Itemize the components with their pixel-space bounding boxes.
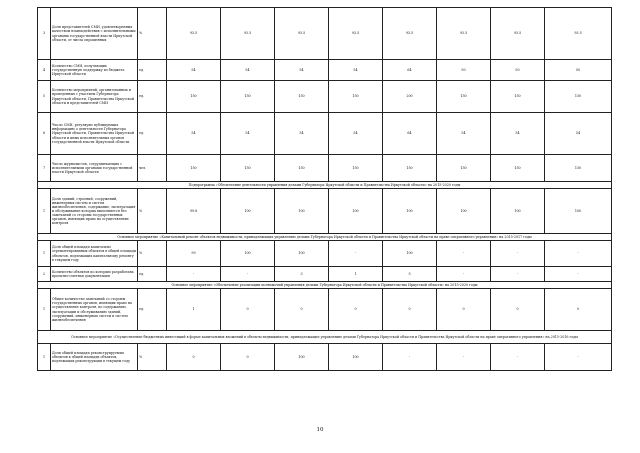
indicator-name: Количество СМИ, получающих государственную поддержку из бюджета Иркутской области xyxy=(51,60,138,81)
value-cell: 0 xyxy=(545,289,612,331)
value-cell: - xyxy=(545,344,612,371)
indicators-table xyxy=(37,7,612,371)
value-cell: 150 xyxy=(221,81,275,113)
value-cell: 1 xyxy=(329,267,383,282)
row-number: 1 xyxy=(38,344,51,371)
value-cell: 0 xyxy=(383,289,437,331)
value-cell: 54 xyxy=(329,113,383,155)
value-cell: 150 xyxy=(275,81,329,113)
unit-cell: ед. xyxy=(138,60,167,81)
row-number: 6 xyxy=(38,113,51,155)
value-cell: 100 xyxy=(275,344,329,371)
row-number: 3 xyxy=(38,8,51,60)
value-cell: - xyxy=(167,267,221,282)
value-cell: 150 xyxy=(329,155,383,182)
value-cell: 100 xyxy=(383,189,437,234)
table-row xyxy=(38,113,612,155)
value-cell: 150 xyxy=(437,155,491,182)
value-cell: 3 xyxy=(275,267,329,282)
value-cell: 100 xyxy=(437,189,491,234)
value-cell: - xyxy=(383,344,437,371)
value-cell: - xyxy=(491,267,545,282)
value-cell: 100 xyxy=(383,241,437,267)
value-cell: 100 xyxy=(221,241,275,267)
value-cell: 50 xyxy=(437,60,491,81)
value-cell: 93.5 xyxy=(545,8,612,60)
section-title: Основное мероприятие «Капитальный ремонт объектов недвижимости, принадлежащих управлению делами Губернатора Иркутской области и Правительства Иркутской области на праве оперативного управления» на 2015-2017 годы xyxy=(38,234,612,241)
unit-cell: ед. xyxy=(138,267,167,282)
value-cell: 100 xyxy=(491,189,545,234)
value-cell: - xyxy=(329,241,383,267)
indicator-name: Доля зданий, строений, сооружений, инженерных систем и систем жизнеобеспечения, содержание, эксплуатация и обслуживание которых выполняется без замечаний со стороны государственных органов, имеющих право на осуществление контроля xyxy=(51,189,138,234)
row-number: 1 xyxy=(38,189,51,234)
value-cell: - xyxy=(437,241,491,267)
row-number: 1 xyxy=(38,241,51,267)
value-cell: 5 xyxy=(383,267,437,282)
value-cell: 0 xyxy=(437,289,491,331)
value-cell: 100 xyxy=(221,189,275,234)
value-cell: 0 xyxy=(167,344,221,371)
value-cell: 100 xyxy=(275,241,329,267)
table-row xyxy=(38,241,612,267)
value-cell: 93.5 xyxy=(329,8,383,60)
value-cell: 0 xyxy=(221,289,275,331)
unit-cell: ед. xyxy=(138,113,167,155)
value-cell: 54 xyxy=(437,113,491,155)
value-cell: - xyxy=(545,241,612,267)
unit-cell: % xyxy=(138,241,167,267)
table-row xyxy=(38,289,612,331)
value-cell: 100 xyxy=(329,189,383,234)
value-cell: 54 xyxy=(545,113,612,155)
row-number: 4 xyxy=(38,60,51,81)
unit-cell: чел. xyxy=(138,155,167,182)
value-cell: 50 xyxy=(545,60,612,81)
value-cell: 1 xyxy=(167,289,221,331)
value-cell: 150 xyxy=(167,155,221,182)
value-cell: 0 xyxy=(275,289,329,331)
value-cell: - xyxy=(491,344,545,371)
value-cell: - xyxy=(491,241,545,267)
value-cell: 150 xyxy=(491,155,545,182)
value-cell: 93.5 xyxy=(383,8,437,60)
indicator-name: Количество мероприятий, организованных и проведенных с участием Губернатора Иркутской области, Правительства Иркутской области и представителей СМИ xyxy=(51,81,138,113)
value-cell: 0 xyxy=(221,344,275,371)
value-cell: - xyxy=(437,344,491,371)
value-cell: 54 xyxy=(329,60,383,81)
value-cell: 0 xyxy=(491,289,545,331)
value-cell: - xyxy=(545,267,612,282)
value-cell: 54 xyxy=(221,113,275,155)
row-number: 5 xyxy=(38,81,51,113)
value-cell: - xyxy=(221,267,275,282)
indicator-name: Число СМИ, регулярно публикующих информацию о деятельности Губернатора Иркутской области, Правительства Иркутской области и иных исполнительных органов государственной власти Иркутской области xyxy=(51,113,138,155)
section-row xyxy=(38,282,612,289)
value-cell: 99.8 xyxy=(167,189,221,234)
indicator-name: Доля общей площади реконструируемых объектов в общей площади объектов, подлежащих реконструкции в текущем году xyxy=(51,344,138,371)
table-row xyxy=(38,267,612,282)
unit-cell: % xyxy=(138,8,167,60)
section-title: Подпрограмма «Обеспечение деятельности управления делами Губернатора Иркутской области и Правительства Иркутской области» на 2015-2020 годы xyxy=(38,182,612,189)
table-row xyxy=(38,60,612,81)
value-cell: 100 xyxy=(275,189,329,234)
value-cell: 54 xyxy=(167,60,221,81)
unit-cell: ед. xyxy=(138,289,167,331)
value-cell: 200 xyxy=(383,81,437,113)
value-cell: 100 xyxy=(329,344,383,371)
value-cell: 64 xyxy=(383,113,437,155)
unit-cell: % xyxy=(138,344,167,371)
indicator-name: Число журналистов, сотрудничающих с исполнительными органами государственной власти Иркутской области xyxy=(51,155,138,182)
value-cell: 150 xyxy=(545,155,612,182)
value-cell: 150 xyxy=(383,155,437,182)
value-cell: 93.5 xyxy=(491,8,545,60)
unit-cell: ед. xyxy=(138,81,167,113)
value-cell: 54 xyxy=(275,113,329,155)
section-row xyxy=(38,331,612,344)
value-cell: 93.5 xyxy=(275,8,329,60)
value-cell: 99 xyxy=(167,241,221,267)
unit-cell: % xyxy=(138,189,167,234)
indicator-name: Доля представителей СМИ, удовлетворенных качеством взаимодействия с исполнительными органами государственной власти Иркутской области, от числа опрошенных xyxy=(51,8,138,60)
table-row xyxy=(38,155,612,182)
row-number: 7 xyxy=(38,155,51,182)
indicator-name: Общее количество замечаний со стороны государственных органов, имеющих право на осуществление контроля, по содержанию, эксплуатации и обслуживанию зданий, сооружений, инженерных систем и систем жизнеобеспечения xyxy=(51,289,138,331)
section-row xyxy=(38,234,612,241)
row-number: 2 xyxy=(38,267,51,282)
value-cell: 150 xyxy=(437,81,491,113)
value-cell: 150 xyxy=(545,81,612,113)
value-cell: 93.5 xyxy=(167,8,221,60)
table-row xyxy=(38,81,612,113)
value-cell: 54 xyxy=(491,113,545,155)
value-cell: 150 xyxy=(221,155,275,182)
value-cell: 150 xyxy=(491,81,545,113)
value-cell: 54 xyxy=(275,60,329,81)
value-cell: 93.5 xyxy=(221,8,275,60)
indicator-name: Доля общей площади капитально отремонтированных объектов в общей площади объектов, подлежащих капитальному ремонту в текущем году xyxy=(51,241,138,267)
indicator-name: Количество объектов по которым разработана проектно-сметная документация xyxy=(51,267,138,282)
value-cell: 0 xyxy=(329,289,383,331)
value-cell: 64 xyxy=(383,60,437,81)
value-cell: 54 xyxy=(167,113,221,155)
section-title: Основное мероприятие «Обеспечение реализации полномочий управления делами Губернатора Иркутской области и Правительства Иркутской области» на 2015-2020 годы xyxy=(38,282,612,289)
page-number: 10 xyxy=(316,427,324,433)
table-row xyxy=(38,344,612,371)
row-number: 1 xyxy=(38,289,51,331)
value-cell: 100 xyxy=(545,189,612,234)
value-cell: 54 xyxy=(221,60,275,81)
table-row xyxy=(38,189,612,234)
section-row xyxy=(38,182,612,189)
value-cell: 150 xyxy=(275,155,329,182)
value-cell: - xyxy=(437,267,491,282)
value-cell: 150 xyxy=(167,81,221,113)
value-cell: 150 xyxy=(329,81,383,113)
value-cell: 50 xyxy=(491,60,545,81)
section-title: Основное мероприятие «Осуществление бюджетных инвестиций в форме капитальных вложений в объекты недвижимости, принадлежащие управлению делами Губернатора Иркутской области и Правительства Иркутской области на праве оперативного управления» на 2015-2016 годы xyxy=(38,331,612,344)
table-row xyxy=(38,8,612,60)
value-cell: 93.5 xyxy=(437,8,491,60)
